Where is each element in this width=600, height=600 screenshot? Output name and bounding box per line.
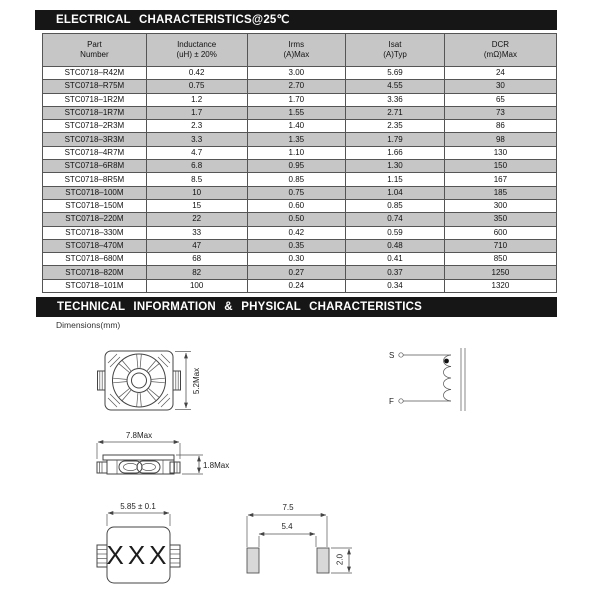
solder-pad-left (247, 548, 259, 573)
table-cell: 3.00 (247, 67, 346, 80)
section-title-technical: TECHNICAL INFORMATION & PHYSICAL CHARACTERISTICS (57, 301, 423, 313)
marking-code: XXX (106, 540, 171, 570)
table-cell: 350 (444, 213, 556, 226)
table-cell: 100 (146, 279, 247, 292)
table-cell: STC0718–1R2M (43, 93, 147, 106)
section-header-electrical (35, 10, 557, 30)
table-cell: STC0718–150M (43, 199, 147, 212)
table-cell: 0.59 (346, 226, 445, 239)
terminal-left (98, 371, 106, 390)
dim-7-5: 7.5 (282, 503, 294, 512)
column-header: Isat (A)Typ (346, 34, 445, 67)
table-cell: 6.8 (146, 160, 247, 173)
winding-schematic (385, 343, 477, 418)
table-cell: 1.10 (247, 146, 346, 159)
table-cell: 8.5 (146, 173, 247, 186)
table-cell: 3.36 (346, 93, 445, 106)
table-row (43, 199, 557, 212)
table-cell: 33 (146, 226, 247, 239)
side-view-height-dimension (176, 455, 229, 474)
table-cell: 24 (444, 67, 556, 80)
table-cell: STC0718–6R8M (43, 160, 147, 173)
table-cell: STC0718–100M (43, 186, 147, 199)
table-cell: 167 (444, 173, 556, 186)
table-row (43, 106, 557, 119)
polarity-dot (444, 359, 449, 364)
column-header: Inductance (uH) ± 20% (146, 34, 247, 67)
table-cell: 2.3 (146, 120, 247, 133)
table-cell: STC0718–330M (43, 226, 147, 239)
table-cell: 65 (444, 93, 556, 106)
table-cell: 86 (444, 120, 556, 133)
table-cell: 0.48 (346, 239, 445, 252)
table-cell: 1.7 (146, 106, 247, 119)
terminal-right (170, 545, 180, 567)
electrical-characteristics-table (42, 33, 557, 293)
table-cell: 2.70 (247, 80, 346, 93)
table-header-row (43, 34, 557, 67)
dim-7-8-max: 7.8Max (125, 431, 153, 440)
table-head (43, 34, 557, 67)
table-cell: STC0718–R75M (43, 80, 147, 93)
table-cell: 600 (444, 226, 556, 239)
solder-pad-right (317, 548, 329, 573)
table-cell: 68 (146, 253, 247, 266)
dim-5-4: 5.4 (281, 522, 293, 531)
table-cell: 710 (444, 239, 556, 252)
top-view-height-dimension (175, 352, 201, 410)
table-cell: 0.85 (346, 199, 445, 212)
table-cell: STC0718–820M (43, 266, 147, 279)
table-cell: 1.30 (346, 160, 445, 173)
table-cell: 47 (146, 239, 247, 252)
table-cell: 0.37 (346, 266, 445, 279)
finish-terminal-node (399, 399, 403, 403)
table-row (43, 226, 557, 239)
table-cell: 1.35 (247, 133, 346, 146)
table-row (43, 173, 557, 186)
table-cell: 0.75 (146, 80, 247, 93)
table-row (43, 186, 557, 199)
table-cell: 30 (444, 80, 556, 93)
table-cell: STC0718–2R3M (43, 120, 147, 133)
table-cell: 300 (444, 199, 556, 212)
table-cell: 3.3 (146, 133, 247, 146)
finish-terminal-label: F (389, 397, 394, 406)
table-cell: STC0718–R42M (43, 67, 147, 80)
table-cell: 1.55 (247, 106, 346, 119)
marking-view-drawing (85, 498, 210, 596)
table-cell: STC0718–470M (43, 239, 147, 252)
table-row (43, 120, 557, 133)
table-cell: 0.30 (247, 253, 346, 266)
side-view-drawing (90, 428, 235, 483)
top-view-drawing (95, 343, 220, 421)
table-row (43, 146, 557, 159)
start-terminal-label: S (389, 351, 395, 360)
dim-5-85: 5.85 ± 0.1 (120, 502, 156, 511)
table-cell: 22 (146, 213, 247, 226)
section-title-electrical: ELECTRICAL CHARACTERISTICS@25℃ (56, 14, 290, 26)
dimensions-label: Dimensions(mm) (56, 320, 121, 330)
side-view-body (97, 455, 180, 474)
table-cell: 0.74 (346, 213, 445, 226)
land-pattern-drawing (232, 498, 362, 596)
table-cell: 10 (146, 186, 247, 199)
table-cell: STC0718–3R3M (43, 133, 147, 146)
table-cell: 82 (146, 266, 247, 279)
marking-width-dimension (107, 502, 170, 526)
table-cell: 1.70 (247, 93, 346, 106)
land-pattern-inner-dimension (259, 522, 316, 547)
table-cell: 1.04 (346, 186, 445, 199)
table-cell: 2.71 (346, 106, 445, 119)
table-cell: 4.7 (146, 146, 247, 159)
table-cell: 98 (444, 133, 556, 146)
table-cell: 15 (146, 199, 247, 212)
terminal-right (170, 462, 180, 473)
table-cell: 0.41 (346, 253, 445, 266)
table-cell: 0.75 (247, 186, 346, 199)
table-cell: 0.34 (346, 279, 445, 292)
table-row (43, 279, 557, 292)
terminal-right (173, 371, 181, 390)
table-cell: 0.27 (247, 266, 346, 279)
table-cell: 1.79 (346, 133, 445, 146)
table-row (43, 133, 557, 146)
table-cell: 0.24 (247, 279, 346, 292)
table-cell: STC0718–1R7M (43, 106, 147, 119)
table-cell: STC0718–4R7M (43, 146, 147, 159)
table-cell: 1.66 (346, 146, 445, 159)
table-cell: STC0718–101M (43, 279, 147, 292)
table-row (43, 239, 557, 252)
start-terminal-node (399, 353, 403, 357)
table-cell: 150 (444, 160, 556, 173)
table-cell: 0.50 (247, 213, 346, 226)
marking-body (97, 527, 180, 583)
table-cell: 4.55 (346, 80, 445, 93)
table-cell: STC0718–680M (43, 253, 147, 266)
table-cell: 1.15 (346, 173, 445, 186)
table-cell: 130 (444, 146, 556, 159)
table-body (43, 67, 557, 293)
table-cell: STC0718–220M (43, 213, 147, 226)
table-cell: 0.42 (146, 67, 247, 80)
table-cell: 0.95 (247, 160, 346, 173)
table-cell: 0.60 (247, 199, 346, 212)
table-cell: 850 (444, 253, 556, 266)
table-cell: 1.40 (247, 120, 346, 133)
table-cell: 5.69 (346, 67, 445, 80)
table-row (43, 266, 557, 279)
table-cell: 2.35 (346, 120, 445, 133)
dim-5-2-max: 5.2Max (192, 367, 201, 395)
table-row (43, 253, 557, 266)
table-row (43, 213, 557, 226)
column-header: Irms (A)Max (247, 34, 346, 67)
table-row (43, 67, 557, 80)
table-cell: 0.42 (247, 226, 346, 239)
table-cell: 0.35 (247, 239, 346, 252)
table-cell: STC0718–8R5M (43, 173, 147, 186)
table-cell: 185 (444, 186, 556, 199)
table-cell: 73 (444, 106, 556, 119)
table-row (43, 93, 557, 106)
column-header: DCR (mΩ)Max (444, 34, 556, 67)
table-cell: 1250 (444, 266, 556, 279)
table-cell: 0.85 (247, 173, 346, 186)
table-row (43, 80, 557, 93)
dim-1-8-max: 1.8Max (203, 461, 230, 470)
table-cell: 1320 (444, 279, 556, 292)
core-lines (461, 348, 465, 411)
dim-2-0: 2.0 (335, 553, 345, 566)
section-header-technical (36, 297, 557, 317)
table-cell: 1.2 (146, 93, 247, 106)
pad-height-dimension (331, 548, 352, 573)
column-header: Part Number (43, 34, 147, 67)
top-view-body (98, 351, 181, 410)
table-row (43, 160, 557, 173)
